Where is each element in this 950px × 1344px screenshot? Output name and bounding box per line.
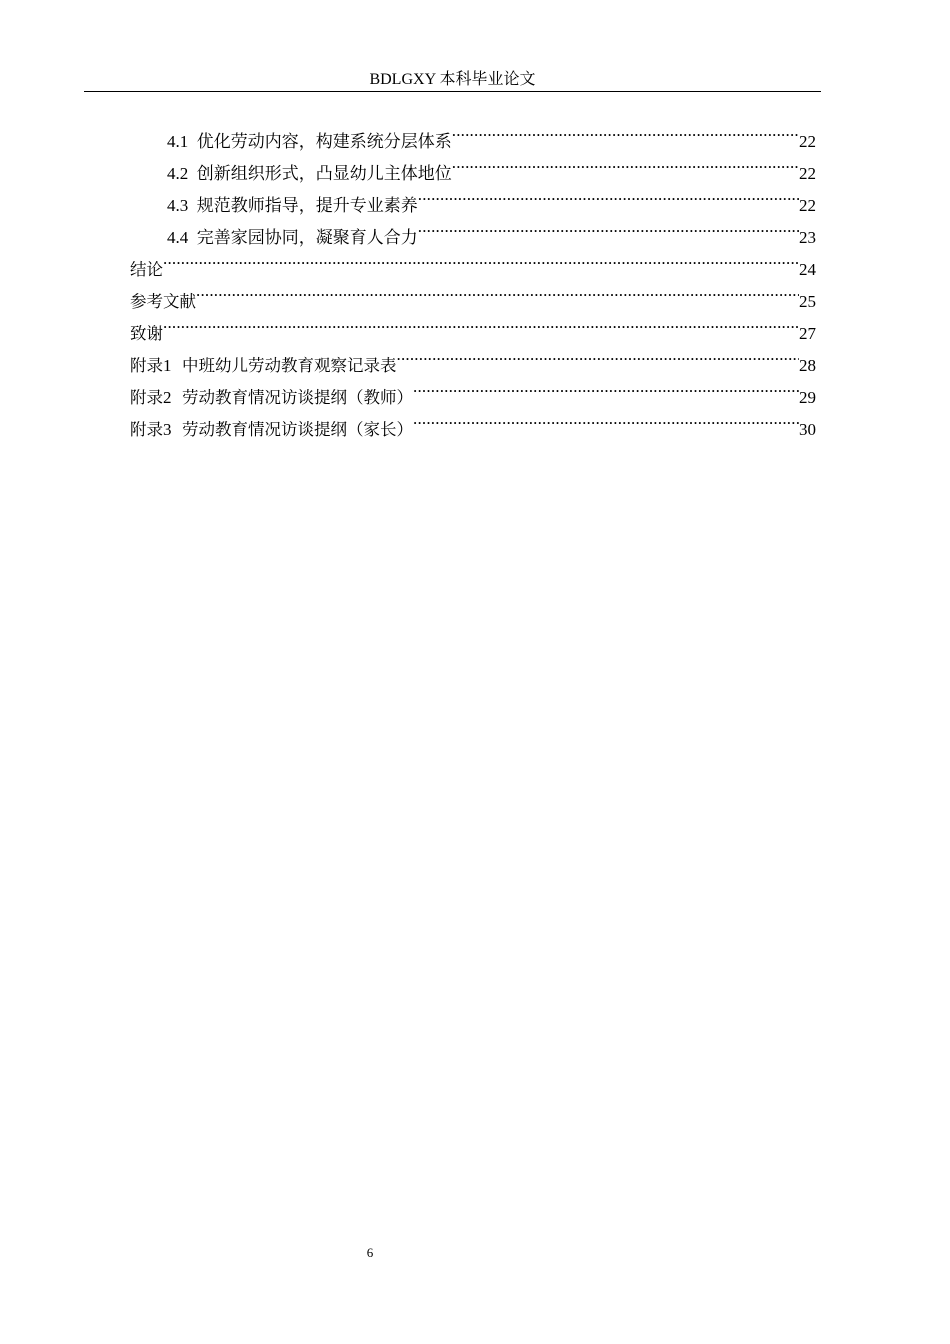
toc-entry-conclusion[interactable] (130, 243, 816, 279)
toc-entry-title: 附录2 劳动教育情况访谈提纲（教师） (130, 388, 413, 407)
toc-page-number: 23 (799, 228, 816, 247)
toc-page-number: 24 (799, 260, 816, 279)
toc-dot-leader (163, 243, 799, 275)
toc-page-number: 27 (799, 324, 816, 343)
toc-dot-leader (163, 307, 799, 339)
toc-dot-leader (413, 403, 799, 435)
toc-entry-title: 4.3 规范教师指导，提升专业素养 (167, 196, 418, 215)
toc-entry-title: 4.4 完善家园协同，凝聚育人合力 (167, 228, 418, 247)
toc-entry-title: 参考文献 (130, 292, 196, 311)
toc-entry-title: 附录3 劳动教育情况访谈提纲（家长） (130, 420, 413, 439)
toc-page-number: 29 (799, 388, 816, 407)
toc-entry-title: 附录1 中班幼儿劳动教育观察记录表 (130, 356, 397, 375)
toc-dot-leader (413, 371, 799, 403)
running-header: BDLGXY 本科毕业论文 (369, 71, 536, 88)
table-of-contents (130, 115, 816, 439)
page-number: 6 (366, 1245, 374, 1260)
toc-entry-title: 4.2 创新组织形式，凸显幼儿主体地位 (167, 164, 452, 183)
toc-page-number: 22 (799, 164, 816, 183)
toc-page-number: 30 (799, 420, 816, 439)
toc-entry-title: 结论 (130, 260, 163, 279)
toc-entry-title: 4.1 优化劳动内容，构建系统分层体系 (167, 132, 452, 151)
toc-entry-appendix-1[interactable] (130, 339, 816, 375)
toc-page-number: 28 (799, 356, 816, 375)
toc-page-number: 22 (799, 196, 816, 215)
toc-entry-4-1[interactable] (130, 115, 816, 151)
toc-dot-leader (397, 339, 800, 371)
toc-dot-leader (452, 147, 799, 179)
toc-dot-leader (196, 275, 799, 307)
toc-entry-title: 致谢 (130, 324, 163, 343)
toc-dot-leader (418, 179, 799, 211)
toc-page-number: 22 (799, 132, 816, 151)
toc-dot-leader (452, 115, 799, 147)
toc-entry-acknowledgements[interactable] (130, 307, 816, 343)
toc-page-number: 25 (799, 292, 816, 311)
toc-dot-leader (418, 211, 799, 243)
toc-entry-references[interactable] (130, 275, 816, 311)
header-rule (84, 91, 821, 92)
